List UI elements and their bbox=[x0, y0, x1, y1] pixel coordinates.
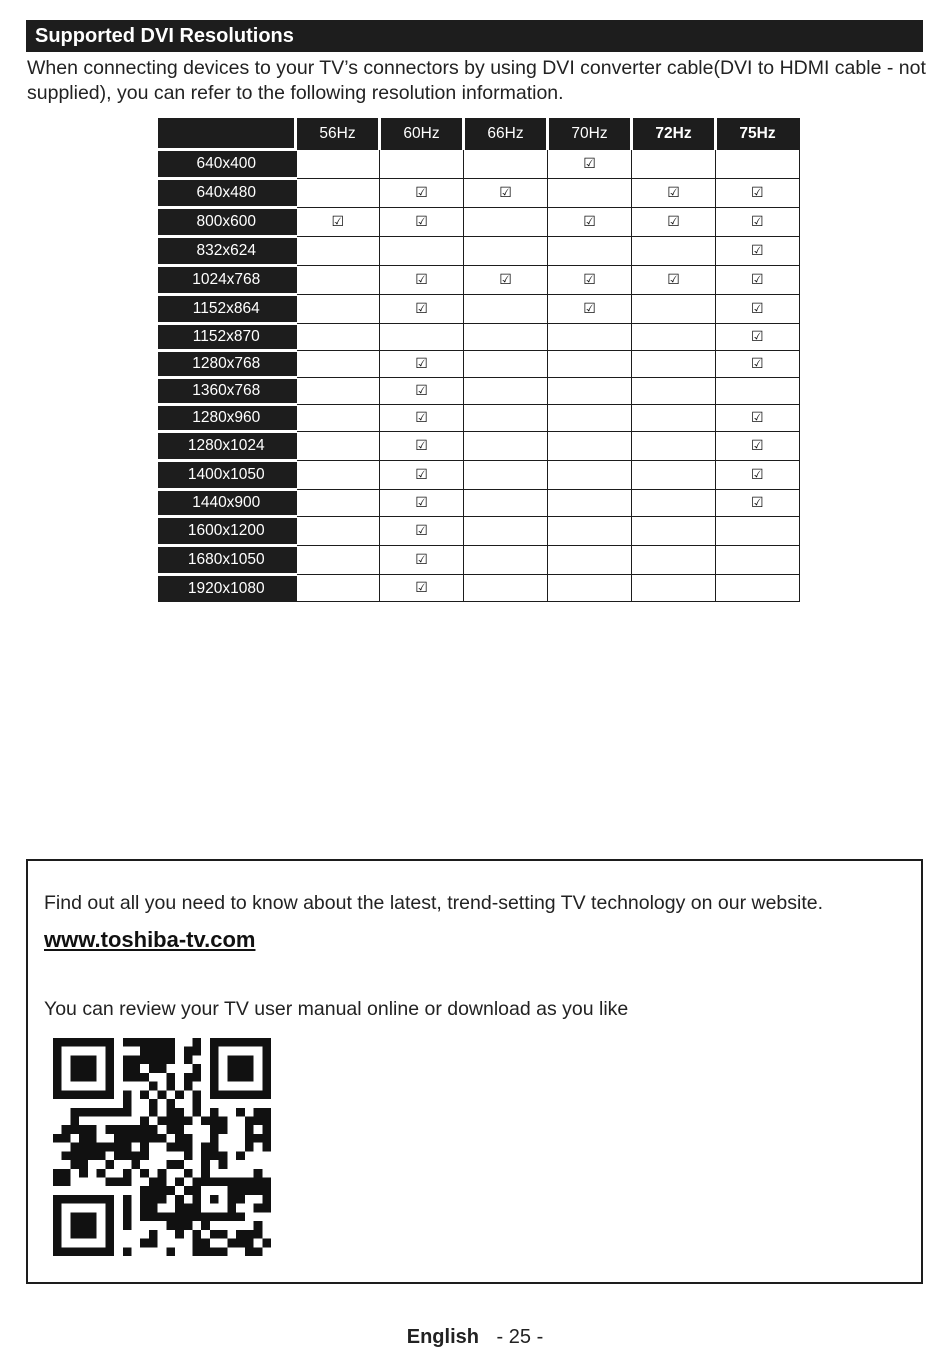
check-box-icon: ☑ bbox=[716, 432, 800, 461]
empty-cell bbox=[716, 575, 800, 602]
table-corner-cell bbox=[158, 118, 296, 150]
empty-cell bbox=[464, 405, 548, 432]
empty-cell bbox=[464, 150, 548, 179]
check-box-icon: ☑ bbox=[380, 575, 464, 602]
check-box-icon: ☑ bbox=[380, 179, 464, 208]
empty-cell bbox=[632, 575, 716, 602]
resolution-label: 1024x768 bbox=[158, 266, 296, 295]
empty-cell bbox=[296, 490, 380, 517]
resolution-label: 1152x864 bbox=[158, 295, 296, 324]
table-row bbox=[158, 208, 799, 237]
resolution-label: 640x400 bbox=[158, 150, 296, 179]
empty-cell bbox=[632, 546, 716, 575]
empty-cell bbox=[632, 237, 716, 266]
empty-cell bbox=[632, 351, 716, 378]
empty-cell bbox=[548, 405, 632, 432]
table-row bbox=[158, 150, 799, 179]
empty-cell bbox=[548, 461, 632, 490]
check-box-icon: ☑ bbox=[632, 179, 716, 208]
empty-cell bbox=[296, 432, 380, 461]
empty-cell bbox=[632, 324, 716, 351]
table-row bbox=[158, 517, 799, 546]
intro-text: When connecting devices to your TV’s connectors by using DVI converter cable(DVI to HDMI cable - not supplied), you can refer to the following resolution information. bbox=[27, 57, 926, 104]
check-box-icon: ☑ bbox=[716, 179, 800, 208]
empty-cell bbox=[548, 237, 632, 266]
table-header-row bbox=[158, 118, 799, 150]
resolution-label: 640x480 bbox=[158, 179, 296, 208]
check-box-icon: ☑ bbox=[716, 490, 800, 517]
empty-cell bbox=[296, 575, 380, 602]
column-header-70hz: 70Hz bbox=[548, 118, 632, 150]
table-row bbox=[158, 575, 799, 602]
empty-cell bbox=[464, 575, 548, 602]
empty-cell bbox=[464, 378, 548, 405]
qr-code-icon[interactable] bbox=[53, 1038, 271, 1256]
resolution-label: 1920x1080 bbox=[158, 575, 296, 602]
resolution-label: 1152x870 bbox=[158, 324, 296, 351]
check-box-icon: ☑ bbox=[380, 378, 464, 405]
table-row bbox=[158, 351, 799, 378]
page-footer bbox=[0, 1326, 950, 1349]
table-row bbox=[158, 432, 799, 461]
empty-cell bbox=[632, 432, 716, 461]
resolution-label: 1280x768 bbox=[158, 351, 296, 378]
check-box-icon: ☑ bbox=[548, 266, 632, 295]
table-row bbox=[158, 546, 799, 575]
table-row bbox=[158, 266, 799, 295]
check-box-icon: ☑ bbox=[548, 150, 632, 179]
empty-cell bbox=[716, 150, 800, 179]
resolution-label: 1400x1050 bbox=[158, 461, 296, 490]
resolution-label: 1600x1200 bbox=[158, 517, 296, 546]
empty-cell bbox=[464, 490, 548, 517]
check-box-icon: ☑ bbox=[716, 405, 800, 432]
empty-cell bbox=[380, 324, 464, 351]
check-box-icon: ☑ bbox=[380, 432, 464, 461]
check-box-icon: ☑ bbox=[716, 324, 800, 351]
section-title: Supported DVI Resolutions bbox=[26, 20, 923, 52]
empty-cell bbox=[632, 517, 716, 546]
empty-cell bbox=[716, 378, 800, 405]
empty-cell bbox=[380, 150, 464, 179]
resolution-label: 1680x1050 bbox=[158, 546, 296, 575]
table-row bbox=[158, 490, 799, 517]
website-text: Find out all you need to know about the latest, trend-setting TV technology on our website. bbox=[44, 892, 824, 914]
check-box-icon: ☑ bbox=[548, 295, 632, 324]
empty-cell bbox=[548, 351, 632, 378]
empty-cell bbox=[632, 490, 716, 517]
check-box-icon: ☑ bbox=[716, 208, 800, 237]
check-box-icon: ☑ bbox=[380, 351, 464, 378]
table-row bbox=[158, 324, 799, 351]
check-box-icon: ☑ bbox=[380, 546, 464, 575]
check-box-icon: ☑ bbox=[380, 490, 464, 517]
empty-cell bbox=[296, 517, 380, 546]
empty-cell bbox=[548, 546, 632, 575]
column-header-75hz: 75Hz bbox=[716, 118, 800, 150]
empty-cell bbox=[548, 575, 632, 602]
column-header-66hz: 66Hz bbox=[464, 118, 548, 150]
check-box-icon: ☑ bbox=[380, 266, 464, 295]
empty-cell bbox=[632, 405, 716, 432]
empty-cell bbox=[296, 351, 380, 378]
check-box-icon: ☑ bbox=[632, 208, 716, 237]
empty-cell bbox=[464, 432, 548, 461]
page-number: - 25 - bbox=[496, 1326, 544, 1348]
check-box-icon: ☑ bbox=[716, 266, 800, 295]
empty-cell bbox=[632, 461, 716, 490]
column-header-56hz: 56Hz bbox=[296, 118, 380, 150]
empty-cell bbox=[464, 237, 548, 266]
resolution-label: 832x624 bbox=[158, 237, 296, 266]
website-link[interactable]: www.toshiba-tv.com bbox=[44, 927, 256, 952]
empty-cell bbox=[296, 266, 380, 295]
table-row bbox=[158, 405, 799, 432]
check-box-icon: ☑ bbox=[632, 266, 716, 295]
empty-cell bbox=[548, 490, 632, 517]
manual-text: You can review your TV user manual online or download as you like bbox=[44, 998, 629, 1020]
empty-cell bbox=[464, 295, 548, 324]
empty-cell bbox=[296, 546, 380, 575]
table-row bbox=[158, 461, 799, 490]
resolution-label: 1360x768 bbox=[158, 378, 296, 405]
empty-cell bbox=[464, 208, 548, 237]
promo-box bbox=[26, 859, 923, 1284]
empty-cell bbox=[464, 517, 548, 546]
table-row bbox=[158, 295, 799, 324]
table-body bbox=[158, 150, 799, 602]
empty-cell bbox=[296, 378, 380, 405]
check-box-icon: ☑ bbox=[716, 351, 800, 378]
check-box-icon: ☑ bbox=[380, 208, 464, 237]
empty-cell bbox=[548, 179, 632, 208]
table-row bbox=[158, 378, 799, 405]
empty-cell bbox=[464, 546, 548, 575]
empty-cell bbox=[548, 324, 632, 351]
resolution-label: 1280x960 bbox=[158, 405, 296, 432]
check-box-icon: ☑ bbox=[296, 208, 380, 237]
empty-cell bbox=[296, 179, 380, 208]
empty-cell bbox=[632, 378, 716, 405]
check-box-icon: ☑ bbox=[464, 179, 548, 208]
resolution-label: 800x600 bbox=[158, 208, 296, 237]
empty-cell bbox=[632, 150, 716, 179]
empty-cell bbox=[296, 405, 380, 432]
empty-cell bbox=[632, 295, 716, 324]
empty-cell bbox=[548, 378, 632, 405]
footer-language: English bbox=[406, 1326, 479, 1348]
empty-cell bbox=[464, 461, 548, 490]
check-box-icon: ☑ bbox=[716, 461, 800, 490]
check-box-icon: ☑ bbox=[464, 266, 548, 295]
check-box-icon: ☑ bbox=[716, 237, 800, 266]
column-header-72hz: 72Hz bbox=[632, 118, 716, 150]
resolution-table bbox=[158, 118, 800, 602]
resolution-label: 1280x1024 bbox=[158, 432, 296, 461]
empty-cell bbox=[716, 546, 800, 575]
table-row bbox=[158, 179, 799, 208]
check-box-icon: ☑ bbox=[380, 461, 464, 490]
empty-cell bbox=[464, 351, 548, 378]
check-box-icon: ☑ bbox=[380, 405, 464, 432]
empty-cell bbox=[296, 295, 380, 324]
resolution-label: 1440x900 bbox=[158, 490, 296, 517]
empty-cell bbox=[716, 517, 800, 546]
check-box-icon: ☑ bbox=[716, 295, 800, 324]
empty-cell bbox=[548, 432, 632, 461]
empty-cell bbox=[548, 517, 632, 546]
empty-cell bbox=[296, 461, 380, 490]
empty-cell bbox=[380, 237, 464, 266]
check-box-icon: ☑ bbox=[380, 295, 464, 324]
empty-cell bbox=[296, 324, 380, 351]
table-row bbox=[158, 237, 799, 266]
column-header-60hz: 60Hz bbox=[380, 118, 464, 150]
empty-cell bbox=[296, 237, 380, 266]
empty-cell bbox=[296, 150, 380, 179]
check-box-icon: ☑ bbox=[380, 517, 464, 546]
empty-cell bbox=[464, 324, 548, 351]
check-box-icon: ☑ bbox=[548, 208, 632, 237]
